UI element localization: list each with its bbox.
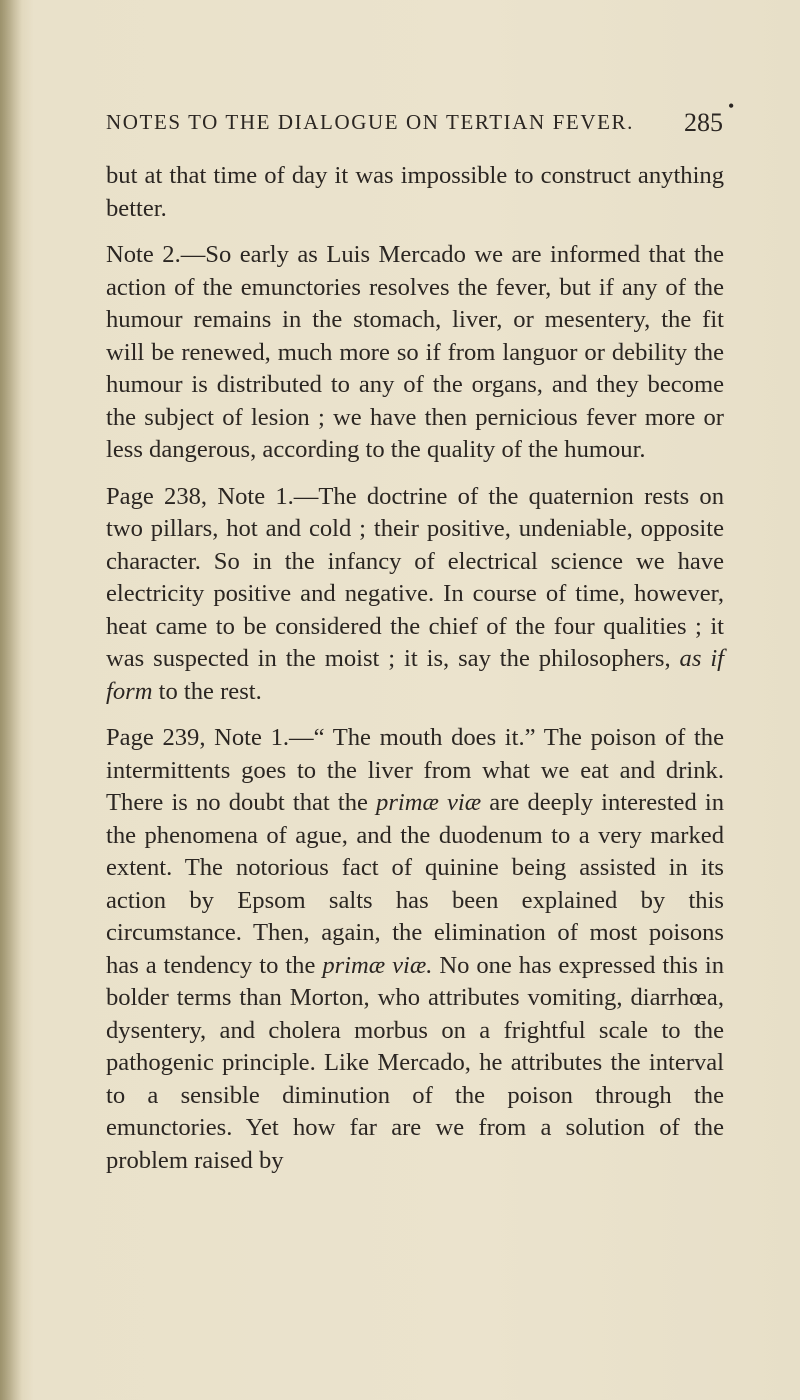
text-run: No one has expressed this in bolder terms than Morton, who attributes vomiting, diarrhœa, dysentery, and cholera morbus on a frightful scale to the pathogenic principle. Like Mercado, he attributes the interval to a sensible diminution of the poison through the emunctories. Yet how far are we from a solution of the problem raised by <box>106 951 724 1174</box>
page-header <box>106 96 746 150</box>
text-run: Page 238, Note 1.—The doctrine of the quaternion rests on two pillars, hot and cold ; their positive, undeniable, opposite character. So in the infancy of electrical science we have electricity positive and negative. In course of time, however, heat came to be considered the chief of the four qualities ; it was suspected in the moist ; it is, say the philosophers, <box>106 482 724 672</box>
running-title: NOTES TO THE DIALOGUE ON TERTIAN FEVER. <box>106 110 634 134</box>
paragraph <box>106 722 724 1177</box>
page-mark: • <box>728 96 736 116</box>
body-text <box>106 160 724 1191</box>
text-run: Note 2.—So early as Luis Mercado we are informed that the action of the emunctories resolves the fever, but if any of the humour remains in the stomach, liver, or mesentery, the fit will be renewed, much more so if from languor or debility the humour is distributed to any of the organs, and they become the subject of lesion ; we have then pernicious fever more or less dangerous, according to the quality of the humour. <box>106 241 724 463</box>
paragraph <box>106 481 724 709</box>
paragraph <box>106 239 724 467</box>
italic-text-run: primæ viæ. <box>322 951 433 979</box>
page-number: 285 <box>684 108 723 137</box>
italic-text-run: as if form <box>106 645 724 705</box>
text-run: are deeply interested in the phenomena of ague, and the duodenum to a very marked extent. The notorious fact of quinine being assisted in its action by Epsom salts has been explained by this circumstance. Then, again, the elimination of most poisons has a tendency to the <box>106 789 724 979</box>
text-run: but at that time of day it was impossible to construct anything better. <box>106 162 724 222</box>
italic-text-run: primæ viæ <box>376 789 482 816</box>
text-run: to the rest. <box>152 677 262 705</box>
paragraph <box>106 160 724 225</box>
text-run: Page 239, Note 1.—“ The mouth does it.” The poison of the intermittents goes to the liver from what we eat and drink. There is no doubt that the <box>106 724 724 816</box>
gutter-shadow <box>0 0 22 1400</box>
